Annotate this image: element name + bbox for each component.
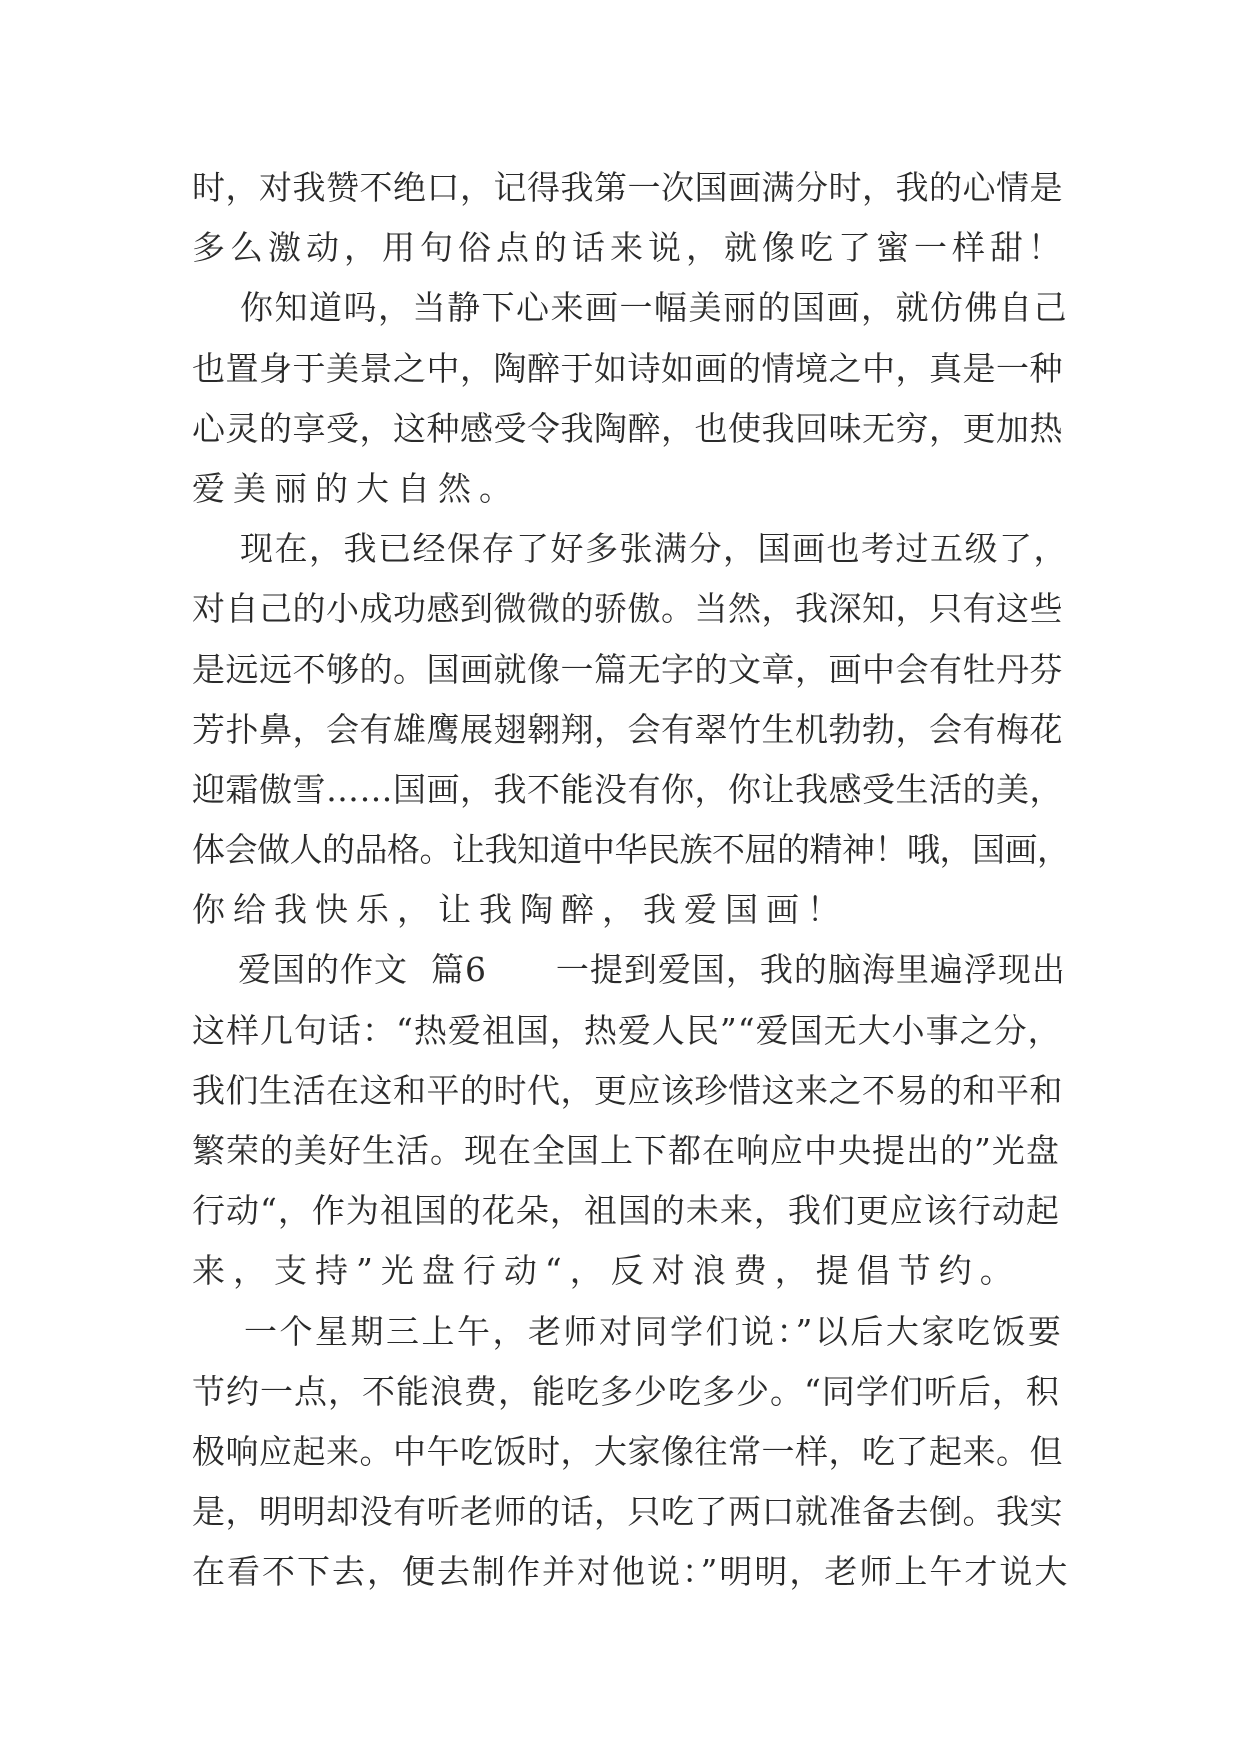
text-line: 你知道吗，当静下心来画一幅美丽的国画，就仿佛自己 [192,288,1068,328]
text-line: 是，明明却没有听老师的话，只吃了两口就准备去倒。我实 [192,1492,1063,1532]
text-line: 多么激动，用句俗点的话来说，就像吃了蜜一样甜！ [192,228,1066,268]
essay-text [192,158,1072,1603]
text-line: 是远远不够的。国画就像一篇无字的文章，画中会有牡丹芬 [192,649,1063,689]
text-line: 体会做人的品格。让我知道中华民族不屈的精神！哦，国画， [192,830,1070,870]
text-line: 节约一点，不能浪费，能吃多少吃多少。“同学们听后，积 [192,1371,1060,1411]
text-line: 时，对我赞不绝口，记得我第一次国画满分时，我的心情是 [192,168,1063,207]
text-line: 极响应起来。中午吃饭时，大家像往常一样，吃了起来。但 [192,1431,1063,1471]
text-line: 爱美丽的大自然。 [192,468,520,508]
text-line: 迎霜傲雪……国画，我不能没有你，你让我感受生活的美， [192,769,1063,809]
text-line: 繁荣的美好生活。现在全国上下都在响应中央提出的”光盘 [192,1131,1060,1170]
section-heading-line: 爱国的作文 篇6 一提到爱国，我的脑海里遍浮现出 [192,950,1066,990]
text-line: 在看不下去，便去制作并对他说：”明明，老师上午才说大 [192,1552,1070,1592]
text-line: 我们生活在这和平的时代，更应该珍惜这来之不易的和平和 [192,1070,1063,1110]
text-line: 行动“，作为祖国的花朵，祖国的未来，我们更应该行动起 [192,1191,1060,1231]
text-line: 也置身于美景之中，陶醉于如诗如画的情境之中，真是一种 [192,348,1063,388]
text-line: 来，支持”光盘行动“，反对浪费，提倡节约。 [192,1251,1021,1291]
text-line: 现在，我已经保存了好多张满分，国画也考过五级了， [192,529,1068,569]
text-line: 这样几句话：“热爱祖国，热爱人民”“爱国无大小事之分， [192,1010,1062,1050]
text-line: 芳扑鼻，会有雄鹰展翅翱翔，会有翠竹生机勃勃，会有梅花 [192,709,1063,749]
text-line: 你给我快乐，让我陶醉，我爱国画！ [192,890,848,930]
text-line: 心灵的享受，这种感受令我陶醉，也使我回味无穷，更加热 [192,408,1063,448]
text-line: 对自己的小成功感到微微的骄傲。当然，我深知，只有这些 [192,589,1063,629]
text-line: 一个星期三上午，老师对同学们说：”以后大家吃饭要 [192,1311,1064,1351]
